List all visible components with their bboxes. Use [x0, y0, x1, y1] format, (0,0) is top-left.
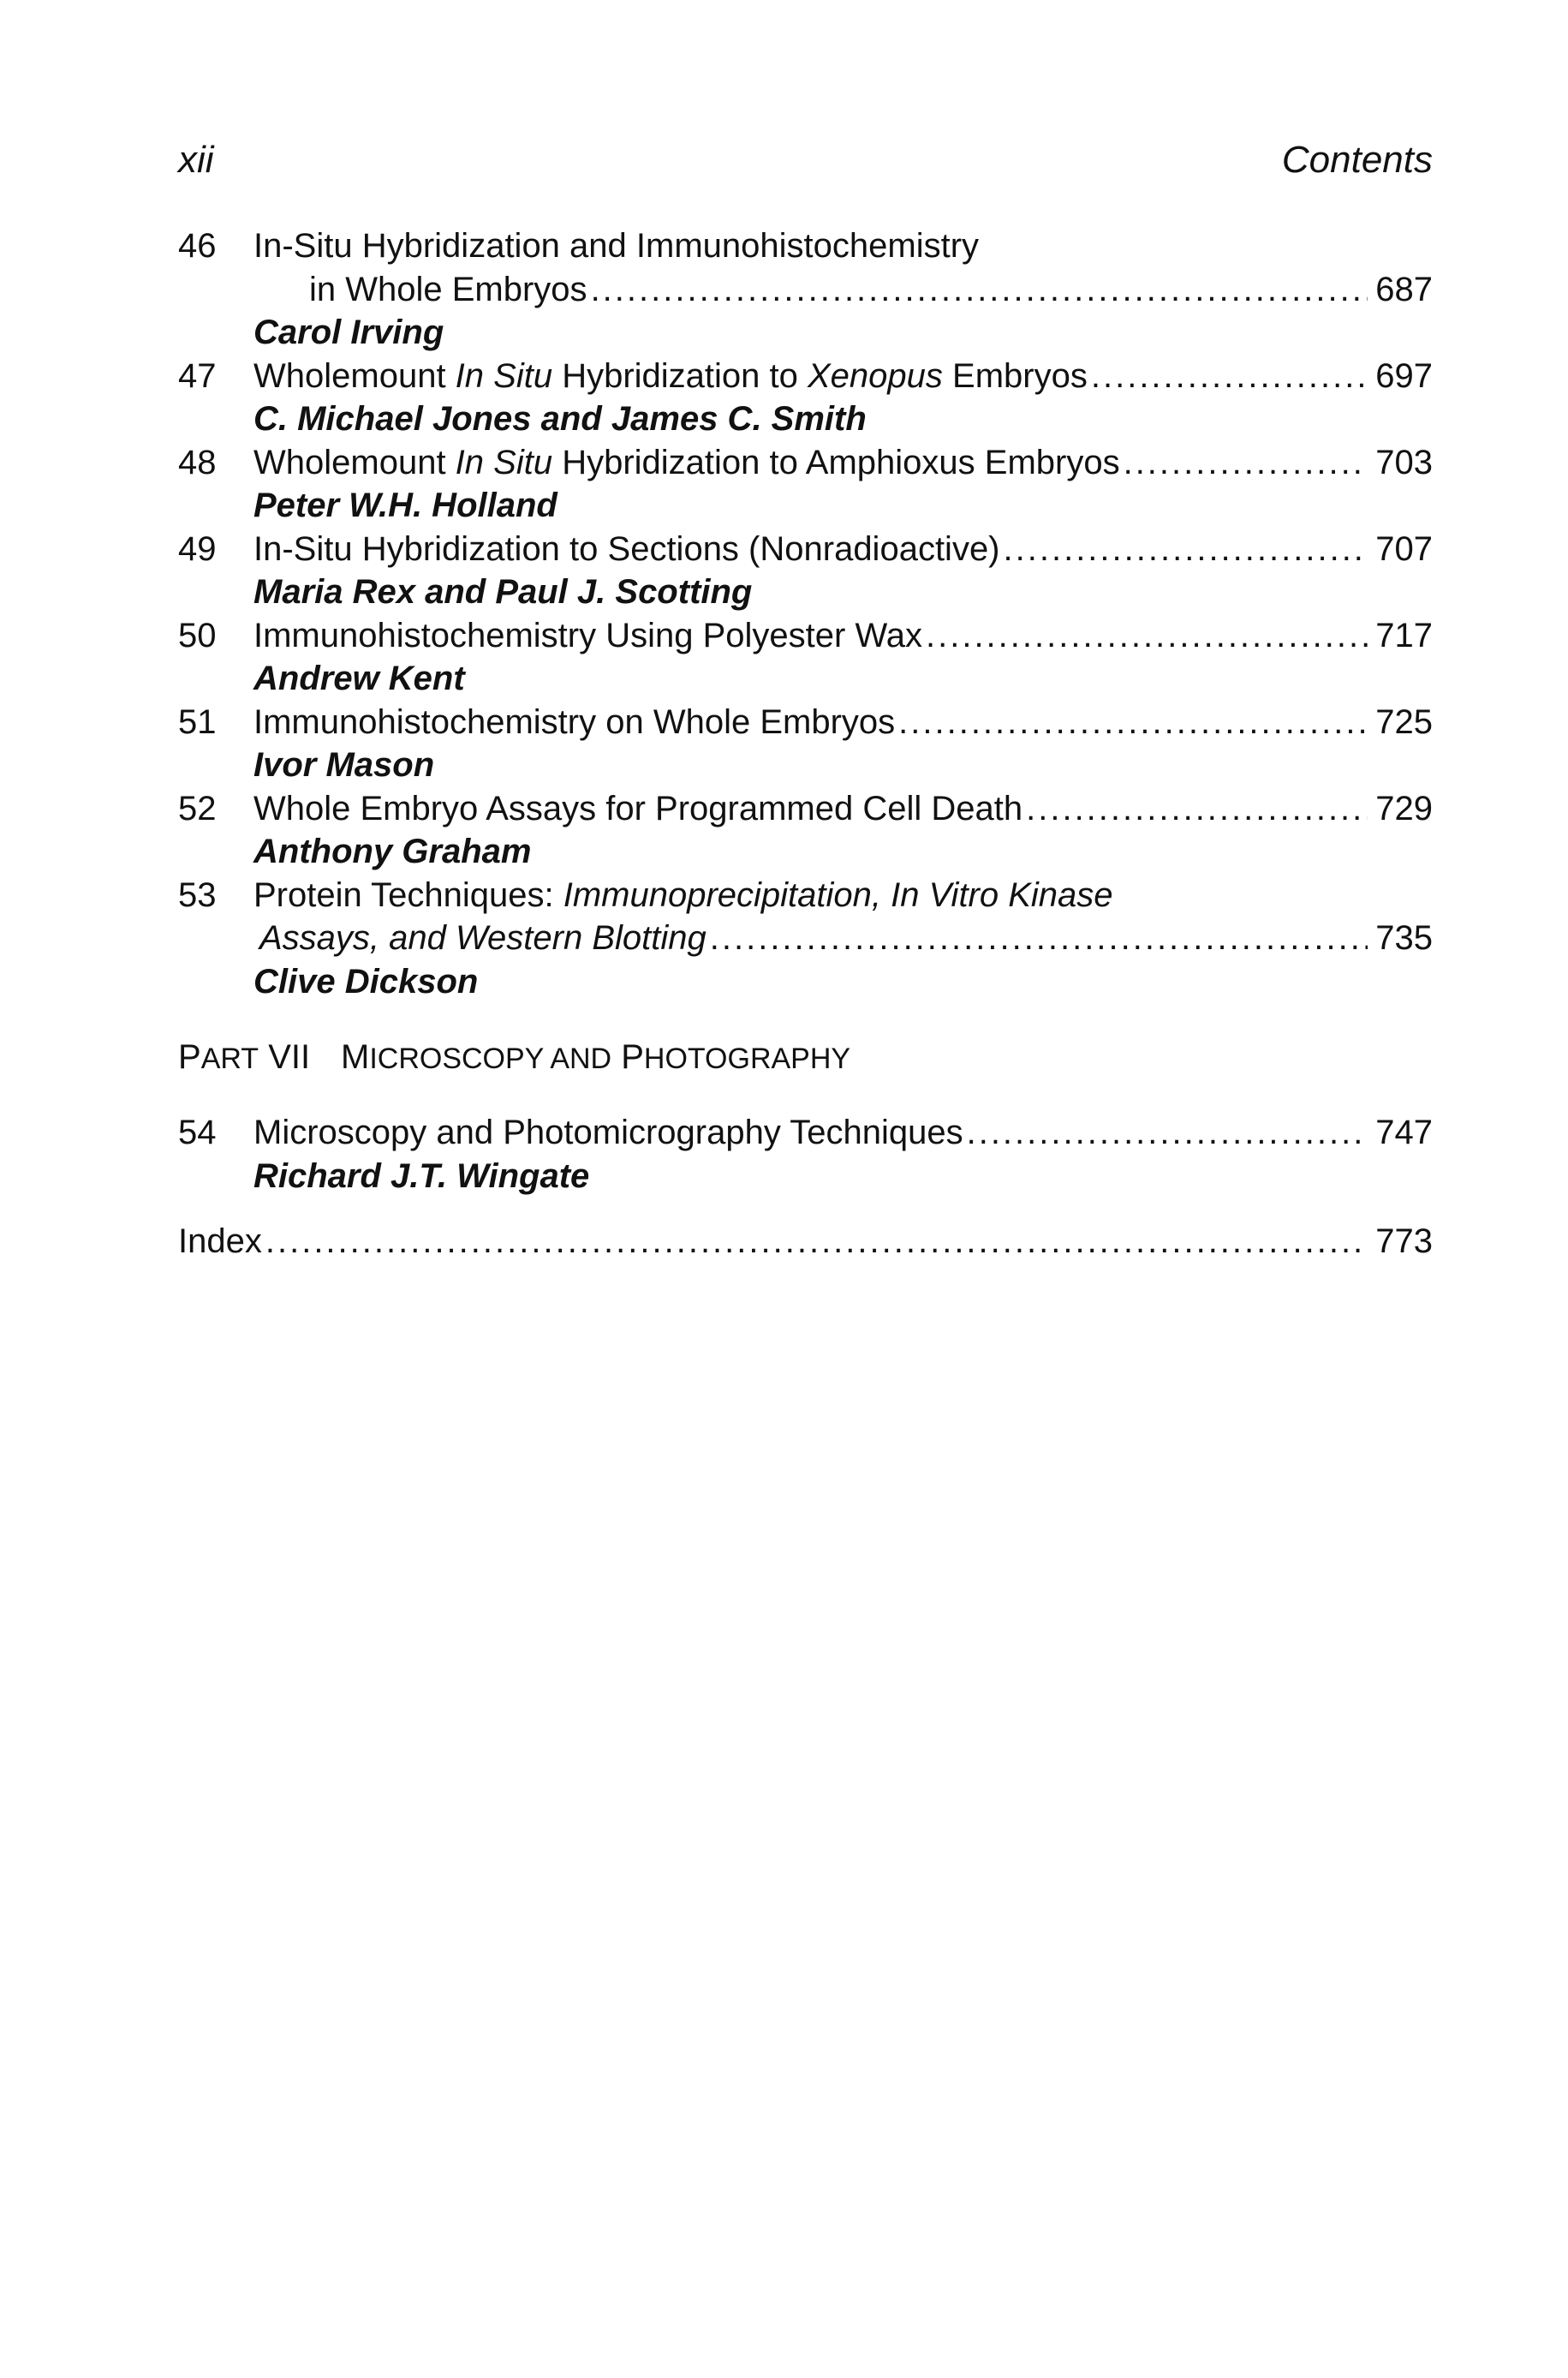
chapter-author: Clive Dickson: [253, 962, 479, 1001]
toc-entry-49[interactable]: [178, 528, 1433, 571]
page-number: 747: [1375, 1114, 1433, 1151]
toc-author-51: [178, 744, 1433, 787]
leader-dots: [1091, 355, 1368, 398]
toc-entry-50[interactable]: [178, 614, 1433, 658]
toc-author-47: [178, 397, 1433, 441]
chapter-author: Maria Rex and Paul J. Scotting: [253, 573, 753, 611]
chapter-title: Protein Techniques: Immunoprecipitation, In Vitro Kinase: [253, 875, 1113, 914]
section-title: Contents: [1281, 139, 1433, 181]
chapter-title: Immunohistochemistry Using Polyester Wax: [253, 616, 922, 654]
chapter-title: Microscopy and Photomicrography Techniques: [253, 1114, 963, 1151]
chapter-author: Carol Irving: [253, 314, 444, 351]
page-number: 707: [1375, 529, 1433, 568]
chapter-title: Wholemount In Situ Hybridization to Xenopus Embryos: [253, 356, 1088, 395]
chapter-author: Andrew Kent: [253, 660, 465, 697]
page-number: 717: [1375, 616, 1433, 654]
chapter-author: Peter W.H. Holland: [253, 487, 557, 524]
chapter-author: C. Michael Jones and James C. Smith: [253, 400, 867, 438]
chapter-number: 49: [178, 529, 217, 568]
part-label: PART VII: [178, 1038, 311, 1076]
page-number: 735: [1375, 919, 1433, 957]
toc-entry-53-line1: [178, 874, 1433, 917]
toc-entry-53-line2[interactable]: [178, 917, 1433, 960]
toc-author-50: [178, 657, 1433, 701]
index-label: Index: [178, 1222, 262, 1260]
page-number: 729: [1375, 789, 1433, 828]
leader-dots: [591, 268, 1368, 312]
chapter-number: 54: [178, 1114, 217, 1151]
toc-author-53: [178, 960, 1433, 1004]
toc-entry-46-line1: [178, 224, 1433, 268]
toc-entry-47[interactable]: [178, 355, 1433, 398]
page-number: 773: [1375, 1222, 1433, 1260]
leader-dots: [1124, 441, 1368, 485]
table-of-contents: [178, 224, 1433, 1264]
chapter-title: In-Situ Hybridization to Sections (Nonradioactive): [253, 529, 1000, 568]
chapter-number: 51: [178, 702, 217, 741]
chapter-number: 53: [178, 875, 217, 914]
leader-dots: [1004, 528, 1368, 571]
page-folio: xii: [178, 139, 214, 181]
toc-author-49: [178, 571, 1433, 614]
page-number: 697: [1375, 356, 1433, 395]
leader-dots: [1026, 787, 1368, 831]
page-number: 725: [1375, 702, 1433, 741]
chapter-title-continued: in Whole Embryos: [309, 270, 587, 308]
part-heading: [178, 1019, 1433, 1096]
chapter-number: 50: [178, 616, 217, 654]
chapter-title: In-Situ Hybridization and Immunohistochemistry: [253, 227, 980, 265]
chapter-title-continued: Assays, and Western Blotting: [259, 919, 706, 957]
leader-dots: [967, 1111, 1368, 1155]
page-number: 687: [1375, 270, 1433, 308]
toc-entry-46-line2[interactable]: [178, 268, 1433, 312]
toc-entry-52[interactable]: [178, 787, 1433, 831]
toc-entry-48[interactable]: [178, 441, 1433, 485]
chapter-title: Whole Embryo Assays for Programmed Cell Death: [253, 789, 1023, 828]
toc-entry-index[interactable]: [178, 1220, 1433, 1264]
chapter-author: Richard J.T. Wingate: [253, 1156, 590, 1195]
chapter-author: Ivor Mason: [253, 746, 435, 784]
chapter-number: 46: [178, 227, 217, 265]
leader-dots: [898, 701, 1368, 744]
leader-dots: [265, 1220, 1368, 1264]
chapter-author: Anthony Graham: [253, 833, 532, 870]
toc-entry-54[interactable]: [178, 1111, 1433, 1155]
toc-author-54: [178, 1155, 1433, 1198]
page-number: 703: [1375, 443, 1433, 481]
running-head: [178, 139, 1433, 190]
toc-entry-51[interactable]: [178, 701, 1433, 744]
chapter-title: Immunohistochemistry on Whole Embryos: [253, 702, 896, 741]
chapter-number: 52: [178, 789, 217, 828]
part-title: MICROSCOPY AND PHOTOGRAPHY: [341, 1038, 851, 1076]
toc-author-52: [178, 830, 1433, 874]
toc-author-46: [178, 311, 1433, 355]
leader-dots: [926, 614, 1368, 658]
chapter-number: 48: [178, 443, 217, 481]
chapter-title: Wholemount In Situ Hybridization to Amphioxus Embryos: [253, 443, 1120, 481]
leader-dots: [710, 917, 1368, 960]
toc-author-48: [178, 484, 1433, 528]
chapter-number: 47: [178, 356, 217, 395]
